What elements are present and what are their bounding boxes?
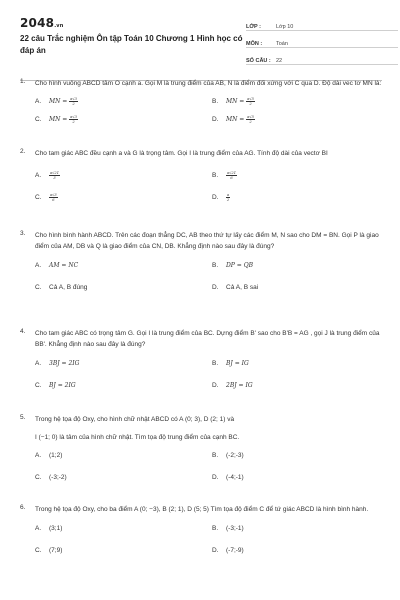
fraction [49,171,60,180]
option-text: (-7;-9) [226,547,244,554]
meta-label: SỐ CÂU : [246,58,271,64]
option-text: (-4;-1) [226,474,244,481]
option-a[interactable] [35,360,79,367]
numerator: a√3 [70,115,77,119]
option-c[interactable] [35,115,78,124]
meta-row-grade [246,16,398,31]
question-text-line-2: I (−1; 0) là tâm của hình chữ nhật. Tìm tọa độ trung điểm của cạnh BC. [35,434,240,441]
option-label: C. [35,116,42,124]
option-d[interactable] [212,547,244,554]
question-6 [20,504,382,584]
option-text: (-2;-3) [226,452,244,459]
numerator: a√3 [70,97,77,101]
header [20,14,382,76]
option-b[interactable] [212,360,249,367]
option-text: DP = QB [226,262,254,269]
option-b[interactable] [212,97,255,106]
option-text: Cả A, B sai [226,284,259,291]
option-label: D. [212,194,219,202]
question-5 [20,414,382,504]
question-2 [20,148,382,230]
option-label: C. [35,547,42,554]
site-logo[interactable] [20,16,64,30]
meta-value: Lớp 10 [276,24,294,30]
fraction [49,193,58,202]
option-label: C. [35,382,42,389]
option-c[interactable] [35,284,87,291]
question-4 [20,328,382,414]
option-label: C. [35,284,42,291]
question-text: Cho tam giác ABC đều cạnh a và G là trọng tâm. Gọi I là trung điểm của AG. Tính độ dài của vectơ BI [35,150,328,157]
option-label: B. [212,452,219,459]
option-label: D. [212,116,219,124]
meta-table [246,16,398,67]
denominator: 2 [72,120,75,124]
option-label: A. [35,172,42,180]
numerator: a√5 [247,97,254,101]
option-lhs: MN = [49,98,68,106]
question-text: Trong hệ tọa độ Oxy, cho ba điểm A (0; −3), B (2; 1), D (5; 5) Tìm tọa độ điểm C để tứ giác ABCD là hình bình hành. [35,506,369,513]
numerator: a [227,193,230,197]
logo-suffix: .vn [54,23,64,29]
numerator: a√5 [247,115,254,119]
option-label: D. [212,474,219,481]
option-a[interactable] [35,525,62,532]
denominator: 2 [226,198,230,202]
question-number: 6. [20,504,26,511]
question-number: 3. [20,230,26,237]
logo-text: 2048 [20,16,55,30]
option-lhs: MN = [226,116,245,124]
meta-row-count [246,50,398,65]
question-text [35,414,382,443]
option-text: 2BJ = IG [226,382,253,389]
option-lhs: MN = [226,98,245,106]
option-c[interactable] [35,193,58,202]
document-title: 22 câu Trắc nghiệm Ôn tập Toán 10 Chương 1 Hình học có đáp án [20,34,243,55]
option-label: A. [35,98,42,106]
option-a[interactable] [35,452,62,459]
denominator: 6 [52,198,55,202]
meta-label: LỚP : [246,24,261,30]
option-text: BJ = IG [226,360,249,367]
denominator: 2 [72,102,75,106]
option-label: D. [212,284,219,291]
option-text: BJ = 2IG [49,382,76,389]
option-label: A. [35,452,42,459]
fraction [226,193,230,202]
fraction [69,115,78,124]
option-b[interactable] [212,171,237,180]
option-label: D. [212,547,219,554]
question-number: 5. [20,414,26,421]
option-b[interactable] [212,452,244,459]
option-d[interactable] [212,193,230,202]
option-a[interactable] [35,97,78,106]
numerator: a√21 [50,171,60,175]
option-c[interactable] [35,382,76,389]
fraction [246,97,255,106]
question-3 [20,230,382,328]
option-text: 3BJ = 2IG [49,360,80,367]
option-lhs: MN = [49,116,68,124]
option-d[interactable] [212,474,244,481]
option-label: A. [35,525,42,532]
option-text: (1;2) [49,452,63,459]
denominator: 6 [230,176,233,180]
option-label: D. [212,382,219,389]
question-list [20,78,382,584]
option-b[interactable] [212,525,244,532]
fraction [226,171,237,180]
question-number: 2. [20,148,26,155]
meta-row-subject [246,33,398,48]
question-text: Cho tam giác ABC có trọng tâm G. Gọi I là trung điểm của BC. Dựng điểm B' sao cho B'B = AG , gọi J là trung điểm của BB'. Khẳng định nào sau đây là đúng? [35,330,380,348]
question-number: 4. [20,328,26,335]
numerator: a√3 [50,193,57,197]
option-label: A. [35,262,42,269]
option-text: (-3;-2) [49,474,67,481]
numerator: a√21 [227,171,237,175]
meta-label: MÔN : [246,41,263,47]
denominator: 3 [53,176,56,180]
fraction [69,97,78,106]
option-a[interactable] [35,171,60,180]
option-label: B. [212,525,219,532]
option-label: B. [212,172,219,180]
question-text-line-1: Trong hệ tọa độ Oxy, cho hình chữ nhật ABCD có A (0; 3), D (2; 1) và [35,416,235,423]
option-label: B. [212,262,219,269]
option-a[interactable] [35,262,78,269]
question-1 [20,78,382,148]
option-label: B. [212,98,219,106]
question-text: Cho hình vuông ABCD tâm O cạnh a. Gọi M là trung điểm của AB, N là điểm đối xứng với C qua D. Độ dài vec tơ MN là: [35,80,382,87]
option-c[interactable] [35,547,62,554]
fraction [246,115,255,124]
option-label: C. [35,194,42,202]
question-number: 1. [20,78,26,85]
meta-value: Toán [276,41,288,47]
question-text: Cho hình bình hành ABCD. Trên các đoạn thẳng DC, AB theo thứ tự lấy các điểm M, N sao cho DM = BN. Gọi P là giao điểm của AM, DB và Q là giao điểm của CN, DB. Khẳng định nào sau đây là đúng? [35,232,379,250]
option-text: (3;1) [49,525,63,532]
option-d[interactable] [212,382,253,389]
option-b[interactable] [212,262,253,269]
option-label: B. [212,360,219,367]
option-label: C. [35,474,42,481]
denominator: 2 [249,102,252,106]
option-d[interactable] [212,284,258,291]
option-label: A. [35,360,42,367]
option-text: (-3;-1) [226,525,244,532]
option-d[interactable] [212,115,255,124]
denominator: 2 [249,120,252,124]
option-text: AM = NC [49,262,79,269]
option-c[interactable] [35,474,67,481]
meta-value: 22 [276,58,283,64]
option-text: (7;9) [49,547,63,554]
option-text: Cả A, B đúng [49,284,88,291]
